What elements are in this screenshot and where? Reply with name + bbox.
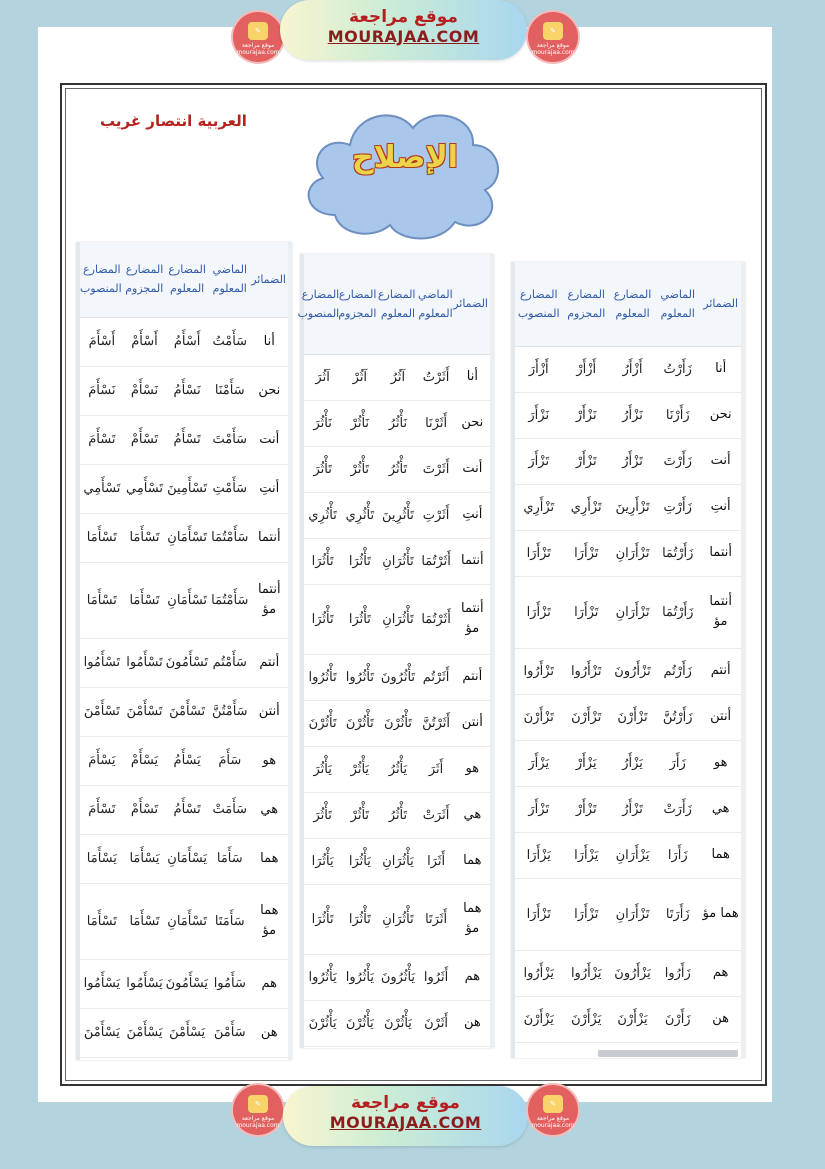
verb-form-cell: يَزْأَرُوا [563,950,610,996]
table-row [515,346,741,392]
verb-form-cell: أَزْأَرْ [563,346,610,392]
verb-form-cell: تَسْأَمَا [124,562,166,638]
verb-form-cell: أَثَرْتِ [417,492,454,538]
verb-form-cell: تَزْأَرْنَ [515,694,563,740]
pronoun-cell: أنت [700,438,741,484]
verb-form-cell: أَثَرُوا [417,954,454,1000]
pronoun-cell: أنتم [700,648,741,694]
verb-form-cell: زَأَرْتُنَّ [655,694,700,740]
verb-form-cell: زَأَرَ [655,740,700,786]
verb-form-cell: أَزْأَرُ [610,346,655,392]
verb-form-cell: تَأْثُرَ [304,446,341,492]
verb-form-cell: سَأَمْتِ [209,464,251,513]
verb-form-cell: تَأْثُرْنَ [304,700,341,746]
table-row [515,576,741,648]
table-row [80,883,288,959]
pronoun-cell: هو [700,740,741,786]
verb-form-cell: تَزْأَرَانِ [610,878,655,950]
verb-form-cell: يَزْأَرَانِ [610,832,655,878]
verb-form-cell: تَسْأَمَا [124,883,166,959]
verb-form-cell: يَأْثُرْنَ [378,1000,417,1046]
verb-form-cell: يَسْأَمُونَ [165,959,209,1008]
site-logo-icon[interactable] [528,1085,578,1135]
verb-form-cell: تَأْثُرَانِ [378,884,417,954]
pronoun-cell: هم [700,950,741,996]
pronoun-cell: أنت [251,415,288,464]
pronoun-cell: أنتما مؤ [455,584,490,654]
verb-form-cell: آثُرُ [378,354,417,400]
verb-form-cell: تَزْأَرُوا [515,648,563,694]
verb-form-cell: سَأَمْنَ [209,1008,251,1057]
header-jussive: المضارع المجزوم [341,254,378,354]
verb-form-cell: تَسْأَمَ [80,415,124,464]
verb-form-cell: يَأْثُرَا [341,838,378,884]
pronoun-cell: هم [455,954,490,1000]
pronoun-cell: هم [251,959,288,1008]
verb-form-cell: يَأْثُرُونَ [378,954,417,1000]
verb-form-cell: أَسْأَمْ [124,317,166,366]
verb-form-cell: نَسْأَمْ [124,366,166,415]
verb-form-cell: سَأَمُوا [209,959,251,1008]
verb-form-cell: تَسْأَمَانِ [165,513,209,562]
verb-form-cell: يَزْأَرْنَ [610,996,655,1042]
pronoun-cell: هن [251,1008,288,1057]
table-row [304,838,490,884]
logo-caption-ar: موقع مراجعة [241,1115,275,1122]
pronoun-cell: هما مؤ [251,883,288,959]
verb-form-cell: زَأَرَتْ [655,786,700,832]
horizontal-scrollbar[interactable] [598,1050,738,1057]
verb-form-cell: سَأَمَا [209,834,251,883]
logo-caption [233,42,283,56]
verb-form-cell: يَسْأَمَا [124,834,166,883]
pronoun-cell: أنتن [251,687,288,736]
verb-form-cell: تَسْأَمَا [80,562,124,638]
site-banner-top[interactable] [280,0,527,60]
verb-form-cell: تَأْثُرَا [304,884,341,954]
table-row [515,950,741,996]
verb-form-cell: يَأْثُرُ [378,746,417,792]
verb-form-cell: تَسْأَمُوا [124,638,166,687]
verb-form-cell: يَسْأَمَانِ [165,834,209,883]
table-row [80,1008,288,1057]
verb-form-cell: تَزْأَرِينَ [610,484,655,530]
verb-form-cell: أَثَرْتُنَّ [417,700,454,746]
table-row [80,638,288,687]
verb-form-cell: تَأْثُرَا [341,584,378,654]
pronoun-cell: أنتِ [251,464,288,513]
table-row [304,792,490,838]
verb-form-cell: سَأَمْتُم [209,638,251,687]
table-row [304,884,490,954]
pronoun-cell: هن [700,996,741,1042]
verb-form-cell: تَأْثُرُوا [341,654,378,700]
header-subjunctive: المضارع المنصوب [304,254,341,354]
pronoun-cell: أنا [455,354,490,400]
logo-caption [233,1115,283,1129]
verb-form-cell: يَأْثُرُوا [304,954,341,1000]
conjugation-table-right [511,262,745,1058]
verb-form-cell: أَزْأَرَ [515,346,563,392]
verb-form-cell: تَسْأَمَا [124,513,166,562]
verb-form-cell: تَسْأَمَا [80,513,124,562]
pronoun-cell: هو [251,736,288,785]
verb-form-cell: زَأَرْتُمَا [655,576,700,648]
verb-form-cell: زَأَرُوا [655,950,700,996]
pronoun-cell: نحن [455,400,490,446]
verb-form-cell: تَسْأَمُ [165,415,209,464]
verb-form-cell: تَأْثُرِي [304,492,341,538]
verb-form-cell: نَزْأَرُ [610,392,655,438]
verb-form-cell: أَثَرْتُ [417,354,454,400]
table-row [515,648,741,694]
verb-form-cell: تَزْأَرَا [515,878,563,950]
header-jussive: المضارع المجزوم [563,262,610,346]
pronoun-cell: هي [251,785,288,834]
verb-form-cell: تَزْأَرِي [563,484,610,530]
verb-form-cell: تَسْأَمْ [124,415,166,464]
verb-form-cell: تَأْثُرَ [304,792,341,838]
pronoun-cell: أنا [251,317,288,366]
verb-form-cell: نَسْأَمُ [165,366,209,415]
banner-site-link[interactable]: MOURAJAA.COM [327,27,480,46]
verb-form-cell: أَثَرْنَ [417,1000,454,1046]
verb-form-cell: يَزْأَرُونَ [610,950,655,996]
verb-form-cell: تَزْأَرَا [515,530,563,576]
verb-form-cell: زَأَرَا [655,832,700,878]
verb-form-cell: تَزْأَرُ [610,438,655,484]
header-present: المضارع المعلوم [165,242,209,317]
pronoun-cell: أنتِ [455,492,490,538]
table-row [304,746,490,792]
verb-form-cell: تَأْثُرُ [378,792,417,838]
correction-title: الإصلاح [351,140,458,175]
verb-form-cell: تَزْأَرْنَ [563,694,610,740]
table-row [304,492,490,538]
verb-form-cell: تَأْثُرْ [341,792,378,838]
verb-form-cell: تَزْأَرَ [515,438,563,484]
pronoun-cell: أنا [700,346,741,392]
table-row [80,959,288,1008]
verb-form-cell: تَأْثُرَا [341,538,378,584]
logo-caption-en: mourajaa.com [531,1122,575,1129]
verb-form-cell: زَأَرْنَا [655,392,700,438]
verb-form-cell: يَسْأَمُ [165,736,209,785]
logo-caption-ar: موقع مراجعة [536,1115,570,1122]
verb-form-cell: تَأْثُرَا [304,538,341,584]
table-row [515,392,741,438]
table-row [80,687,288,736]
verb-form-cell: زَأَرَتَا [655,878,700,950]
table-row [304,446,490,492]
pronoun-cell: هن [455,1000,490,1046]
verb-form-cell: تَزْأَرُونَ [610,648,655,694]
verb-form-cell: تَسْأَمْنَ [80,687,124,736]
verb-form-cell: تَأْثُرُوا [304,654,341,700]
verb-form-cell: تَسْأَمَانِ [165,883,209,959]
verb-form-cell: سَأَمْتُمَا [209,513,251,562]
table-row [304,584,490,654]
verb-form-cell: نَأْثُرْ [341,400,378,446]
verb-form-cell: أَسْأَمَ [80,317,124,366]
verb-form-cell: تَزْأَرَانِ [610,576,655,648]
verb-form-cell: تَزْأَرَا [563,530,610,576]
verb-form-cell: آثُرَ [304,354,341,400]
verb-form-cell: نَزْأَرْ [563,392,610,438]
pronoun-cell: نحن [251,366,288,415]
verb-form-cell: يَسْأَمُوا [124,959,166,1008]
table-row [80,366,288,415]
verb-form-cell: يَسْأَمْنَ [165,1008,209,1057]
verb-form-cell: تَأْثُرَانِ [378,538,417,584]
verb-form-cell: تَزْأَرَ [515,786,563,832]
verb-form-cell: تَزْأَرْ [563,786,610,832]
verb-form-cell: زَأَرْتُمَا [655,530,700,576]
verb-form-cell: تَزْأَرُ [610,786,655,832]
verb-form-cell: يَزْأَرَا [563,832,610,878]
verb-form-cell: نَأْثُرَ [304,400,341,446]
pronoun-cell: هما مؤ [700,878,741,950]
verb-form-cell: تَزْأَرِي [515,484,563,530]
banner-arabic-title: موقع مراجعة [349,7,458,27]
table-row [80,415,288,464]
pronoun-cell: أنتن [700,694,741,740]
verb-form-cell: تَسْأَمَا [80,883,124,959]
pronoun-cell: أنتم [455,654,490,700]
table-row [515,878,741,950]
verb-form-cell: يَزْأَرْنَ [563,996,610,1042]
pronoun-cell: هو [455,746,490,792]
verb-form-cell: سَأَمْنَا [209,366,251,415]
logo-caption-en: mourajaa.com [531,49,575,56]
book-icon: ✎ [543,22,563,40]
verb-form-cell: تَأْثُرُونَ [378,654,417,700]
table-row [80,317,288,366]
logo-caption-ar: موقع مراجعة [536,42,570,49]
table-row [80,834,288,883]
site-logo-icon[interactable] [528,12,578,62]
table-row [515,832,741,878]
book-icon: ✎ [248,1095,268,1113]
verb-form-cell: أَثَرَتْ [417,792,454,838]
verb-form-cell: تَزْأَرْ [563,438,610,484]
verb-form-cell: تَزْأَرَا [515,576,563,648]
verb-form-cell: زَأَرْتُ [655,346,700,392]
logo-caption-ar: موقع مراجعة [241,42,275,49]
verb-form-cell: تَأْثُرَا [304,584,341,654]
verb-form-cell: يَسْأَمْنَ [80,1008,124,1057]
header-pronouns: الضمائر [251,242,288,317]
verb-form-cell: أَثَرَا [417,838,454,884]
table-row [304,538,490,584]
verb-form-cell: أَثَرْتُمَا [417,538,454,584]
table-row [304,400,490,446]
verb-form-cell: أَثَرْتُمَا [417,584,454,654]
verb-form-cell: تَسْأَمُ [165,785,209,834]
pronoun-cell: هي [455,792,490,838]
pronoun-cell: أنتما [700,530,741,576]
logo-caption-en: mourajaa.com [236,49,280,56]
verb-form-cell: يَأْثُرْنَ [304,1000,341,1046]
table-row [515,694,741,740]
verb-form-cell: تَأْثُرَا [341,884,378,954]
table-row [515,996,741,1042]
verb-form-cell: زَأَرْنَ [655,996,700,1042]
verb-form-cell: يَأْثُرُوا [341,954,378,1000]
pronoun-cell: هما [251,834,288,883]
verb-form-cell: تَسْأَمْنَ [165,687,209,736]
author-title: العربية انتصار غريب [100,112,247,130]
verb-form-cell: تَسْأَمَانِ [165,562,209,638]
verb-form-cell: سَأَمَ [209,736,251,785]
verb-form-cell: تَأْثُرْ [341,446,378,492]
verb-form-cell: أَثَرَتَا [417,884,454,954]
verb-form-cell: سَأَمَتَا [209,883,251,959]
verb-form-cell: تَأْثُرَانِ [378,584,417,654]
pronoun-cell: هما مؤ [455,884,490,954]
site-banner-bottom[interactable] [283,1086,528,1146]
verb-form-cell: تَأْثُرِينَ [378,492,417,538]
pronoun-cell: أنتِ [700,484,741,530]
verb-form-cell: تَسْأَمْ [124,785,166,834]
verb-form-cell: أَثَرْتُم [417,654,454,700]
pronoun-cell: أنتما مؤ [700,576,741,648]
pronoun-cell: هي [700,786,741,832]
header-jussive: المضارع المجزوم [124,242,166,317]
verb-form-cell: تَزْأَرَا [563,878,610,950]
verb-form-cell: تَسْأَمُونَ [165,638,209,687]
verb-form-cell: تَسْأَمُوا [80,638,124,687]
pronoun-cell: أنتم [251,638,288,687]
verb-form-cell: نَأْثُرُ [378,400,417,446]
table-row [515,438,741,484]
verb-form-cell: تَأْثُرُ [378,446,417,492]
verb-form-cell: نَسْأَمَ [80,366,124,415]
verb-form-cell: سَأَمْتَ [209,415,251,464]
banner-site-link[interactable]: MOURAJAA.COM [329,1113,482,1132]
table-row [304,354,490,400]
verb-form-cell: زَأَرْتَ [655,438,700,484]
verb-form-cell: يَسْأَمْ [124,736,166,785]
table-row [515,786,741,832]
verb-form-cell: زَأَرْتُم [655,648,700,694]
header-pronouns: الضمائر [700,262,741,346]
table-row [515,530,741,576]
verb-form-cell: يَأْثُرَ [304,746,341,792]
verb-form-cell: تَزْأَرُوا [563,648,610,694]
header-present: المضارع المعلوم [610,262,655,346]
verb-form-cell: يَزْأَرْ [563,740,610,786]
verb-form-cell: تَأْثُرْنَ [378,700,417,746]
verb-form-cell: يَسْأَمْنَ [124,1008,166,1057]
verb-form-cell: يَزْأَرُ [610,740,655,786]
book-icon: ✎ [543,1095,563,1113]
verb-form-cell: يَزْأَرُوا [515,950,563,996]
verb-form-cell: تَزْأَرْنَ [610,694,655,740]
verb-form-cell: سَأَمْتُ [209,317,251,366]
banner-arabic-title: موقع مراجعة [351,1093,460,1113]
table-row [80,562,288,638]
header-past: الماضي المعلوم [417,254,454,354]
table-row [80,513,288,562]
logo-caption [528,42,578,56]
table-row [515,740,741,786]
header-past: الماضي المعلوم [209,242,251,317]
verb-form-cell: يَزْأَرَ [515,740,563,786]
header-subjunctive: المضارع المنصوب [80,242,124,317]
table-row [304,954,490,1000]
conjugation-table-middle [297,254,494,1048]
verb-form-cell: آثُرْ [341,354,378,400]
header-subjunctive: المضارع المنصوب [515,262,563,346]
table-row [80,785,288,834]
verb-form-cell: يَأْثُرَا [304,838,341,884]
verb-form-cell: يَزْأَرَا [515,832,563,878]
verb-form-cell: تَزْأَرَا [563,576,610,648]
verb-form-cell: تَسْأَمِي [80,464,124,513]
verb-form-cell: يَزْأَرْنَ [515,996,563,1042]
pronoun-cell: أنت [455,446,490,492]
pronoun-cell: هما [700,832,741,878]
table-row [304,700,490,746]
verb-form-cell: نَزْأَرَ [515,392,563,438]
verb-form-cell: تَأْثُرِي [341,492,378,538]
verb-form-cell: سَأَمْتُمَا [209,562,251,638]
pronoun-cell: هما [455,838,490,884]
site-logo-icon[interactable] [233,12,283,62]
book-icon: ✎ [248,22,268,40]
pronoun-cell: أنتن [455,700,490,746]
site-logo-icon[interactable] [233,1085,283,1135]
verb-form-cell: أَثَرَ [417,746,454,792]
verb-form-cell: أَثَرْتَ [417,446,454,492]
pronoun-cell: أنتما [251,513,288,562]
pronoun-cell: نحن [700,392,741,438]
verb-form-cell: تَسْأَمْنَ [124,687,166,736]
verb-form-cell: تَسْأَمِي [124,464,166,513]
table-row [80,736,288,785]
verb-form-cell: تَسْأَمِينَ [165,464,209,513]
table-row [515,484,741,530]
verb-form-cell: سَأَمَتْ [209,785,251,834]
header-present: المضارع المعلوم [378,254,417,354]
verb-form-cell: زَأَرْتِ [655,484,700,530]
verb-form-cell: يَأْثُرْنَ [341,1000,378,1046]
verb-form-cell: تَأْثُرْنَ [341,700,378,746]
verb-form-cell: يَأْثُرْ [341,746,378,792]
verb-form-cell: تَزْأَرَانِ [610,530,655,576]
table-row [304,1000,490,1046]
verb-form-cell: أَسْأَمُ [165,317,209,366]
verb-form-cell: يَسْأَمَا [80,834,124,883]
verb-form-cell: سَأَمْتُنَّ [209,687,251,736]
verb-form-cell: تَسْأَمَ [80,785,124,834]
table-row [80,464,288,513]
header-pronouns: الضمائر [455,254,490,354]
pronoun-cell: أنتما [455,538,490,584]
conjugation-table-left [76,242,292,1060]
logo-caption [528,1115,578,1129]
verb-form-cell: أَثَرْنَا [417,400,454,446]
table-row [304,654,490,700]
pronoun-cell: أنتما مؤ [251,562,288,638]
header-past: الماضي المعلوم [655,262,700,346]
verb-form-cell: يَسْأَمَ [80,736,124,785]
verb-form-cell: يَسْأَمُوا [80,959,124,1008]
verb-form-cell: يَأْثُرَانِ [378,838,417,884]
logo-caption-en: mourajaa.com [236,1122,280,1129]
